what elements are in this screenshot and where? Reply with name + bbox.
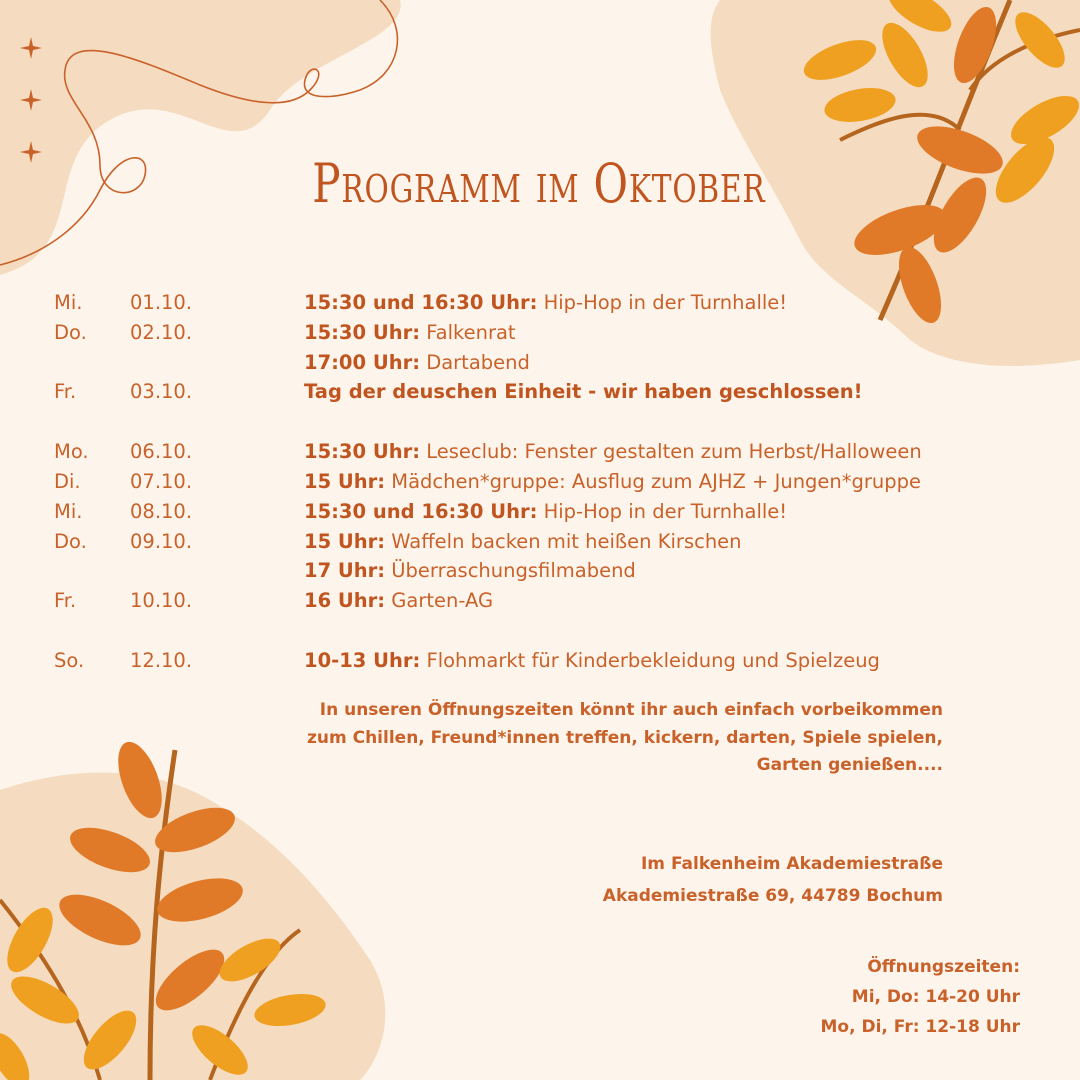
schedule-row [54, 437, 1054, 467]
hours-heading: Öffnungszeiten: [867, 957, 1020, 977]
address-street: Akademiestraße 69, 44789 Bochum [602, 886, 943, 906]
schedule-day: Fr. [54, 380, 77, 404]
schedule-event [304, 348, 530, 378]
schedule-time: 16 Uhr: [304, 589, 386, 613]
schedule-list [54, 288, 1054, 676]
schedule-time: 15:30 Uhr: [304, 320, 420, 344]
schedule-text: Dartabend [420, 350, 530, 374]
hours-line: Mo, Di, Fr: 12-18 Uhr [820, 1017, 1020, 1037]
schedule-event [304, 318, 516, 348]
opening-hours [620, 952, 1020, 1042]
hours-line: Mi, Do: 14-20 Uhr [851, 987, 1020, 1007]
schedule-row [54, 586, 1054, 616]
schedule-day: Do. [54, 529, 87, 553]
schedule-text: Mädchen*gruppe: Ausflug zum AJHZ + Jungen*gruppe [385, 469, 922, 493]
schedule-text: Waffeln backen mit heißen Kirschen [385, 529, 742, 553]
schedule-text: Überraschungsfilmabend [385, 559, 636, 583]
schedule-event [304, 497, 787, 527]
address-name: Im Falkenheim Akademiestraße [640, 854, 943, 874]
schedule-time: 15 Uhr: [304, 529, 386, 553]
schedule-event [304, 437, 922, 467]
schedule-row [54, 377, 1054, 407]
schedule-text: Tag der deuschen Einheit - wir haben geschlossen! [304, 380, 863, 404]
schedule-day: Di. [54, 469, 81, 493]
schedule-date: 08.10. [130, 499, 193, 523]
schedule-day: Mi. [54, 499, 83, 523]
note-line: In unseren Öffnungszeiten könnt ihr auch einfach vorbeikommen [319, 700, 943, 720]
note-line: zum Chillen, Freund*innen treffen, kickern, darten, Spiele spielen, [306, 727, 943, 748]
schedule-date: 10.10. [130, 589, 193, 613]
schedule-event [304, 586, 493, 616]
address-block [443, 848, 943, 912]
schedule-text: Hip-Hop in der Turnhalle! [537, 291, 788, 314]
schedule-row [54, 318, 1054, 348]
schedule-date: 03.10. [130, 380, 193, 404]
schedule-event [304, 377, 863, 407]
schedule-time: 17 Uhr: [304, 559, 386, 583]
top-left-blob [0, 0, 401, 275]
schedule-event [304, 288, 787, 318]
schedule-day: Mi. [54, 291, 83, 314]
opening-note [283, 697, 943, 780]
schedule-day: Fr. [54, 589, 77, 613]
schedule-row [54, 646, 1054, 676]
schedule-day: Do. [54, 320, 87, 344]
schedule-date: 12.10. [130, 648, 193, 672]
schedule-row [54, 288, 1054, 318]
schedule-event [304, 527, 742, 557]
schedule-event [304, 646, 880, 676]
schedule-time: 15:30 Uhr: [304, 440, 420, 464]
schedule-time: 15 Uhr: [304, 469, 386, 493]
schedule-text: Garten-AG [385, 589, 494, 613]
schedule-time: 15:30 und 16:30 Uhr: [304, 291, 538, 314]
note-line: Garten genießen.... [756, 755, 943, 775]
schedule-date: 06.10. [130, 440, 193, 464]
schedule-event [304, 467, 921, 497]
schedule-row [54, 556, 1054, 586]
schedule-row [54, 467, 1054, 497]
schedule-row [54, 348, 1054, 378]
schedule-text: Hip-Hop in der Turnhalle! [537, 499, 788, 523]
schedule-event [304, 556, 636, 586]
schedule-date: 07.10. [130, 469, 193, 493]
page-title: Programm im Oktober [312, 152, 766, 215]
schedule-text: Leseclub: Fenster gestalten zum Herbst/Halloween [420, 440, 922, 464]
schedule-day: So. [54, 648, 85, 672]
schedule-time: 17:00 Uhr: [304, 350, 420, 374]
schedule-date: 02.10. [130, 320, 193, 344]
schedule-date: 01.10. [130, 291, 193, 314]
schedule-text: Flohmarkt für Kinderbekleidung und Spielzeug [420, 648, 880, 672]
schedule-time: 15:30 und 16:30 Uhr: [304, 499, 538, 523]
schedule-day: Mo. [54, 440, 89, 464]
schedule-row [54, 527, 1054, 557]
schedule-row [54, 497, 1054, 527]
schedule-text: Falkenrat [420, 320, 516, 344]
schedule-date: 09.10. [130, 529, 193, 553]
schedule-time: 10-13 Uhr: [304, 648, 421, 672]
